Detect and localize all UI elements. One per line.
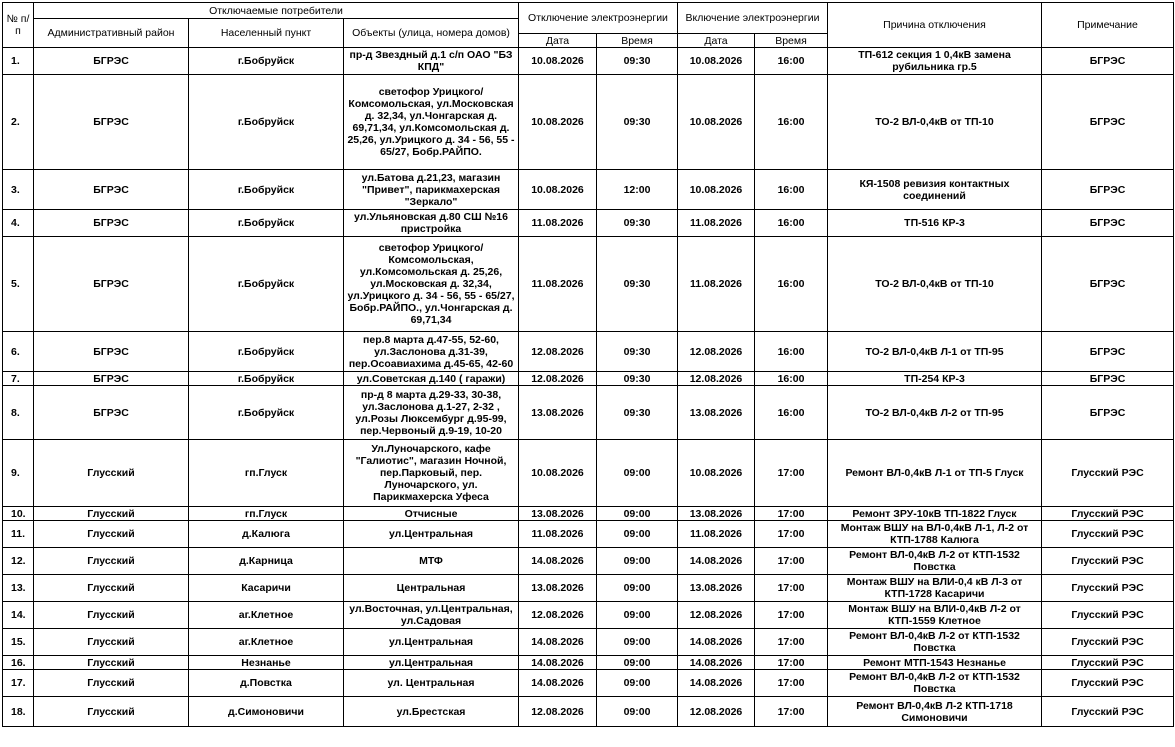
table-row [3,521,1174,548]
row-reason: Монтаж ВШУ на ВЛИ-0,4кВ Л-2 от КТП-1559 Клетное [828,602,1042,629]
row-off-date: 14.08.2026 [519,629,597,656]
row-num: 10. [3,507,34,521]
row-district: Глусский [34,602,189,629]
row-off-time: 12:00 [597,170,678,210]
header-consumers: Отключаемые потребители [34,3,519,19]
row-off-time: 09:00 [597,575,678,602]
row-reason: ТО-2 ВЛ-0,4кВ от ТП-10 [828,75,1042,170]
row-on-date: 14.08.2026 [678,670,755,697]
row-off-time: 09:30 [597,237,678,332]
table-row [3,332,1174,372]
row-num: 16. [3,656,34,670]
row-on-time: 17:00 [755,697,828,727]
row-on-date: 13.08.2026 [678,386,755,440]
row-off-date: 13.08.2026 [519,575,597,602]
row-district: Глусский [34,440,189,507]
table-row [3,75,1174,170]
row-district: БГРЭС [34,237,189,332]
row-settlement: д.Калюга [189,521,344,548]
table-row [3,656,1174,670]
row-note: Глусский РЭС [1042,670,1174,697]
row-on-time: 17:00 [755,602,828,629]
row-num: 7. [3,372,34,386]
row-on-time: 16:00 [755,237,828,332]
row-note: БГРЭС [1042,48,1174,75]
header-district: Административный район [34,19,189,48]
header-power-on: Включение электроэнергии [678,3,828,34]
row-settlement: д.Карница [189,548,344,575]
row-note: БГРЭС [1042,237,1174,332]
row-on-date: 13.08.2026 [678,575,755,602]
row-on-date: 14.08.2026 [678,548,755,575]
row-on-time: 16:00 [755,210,828,237]
row-district: БГРЭС [34,48,189,75]
row-off-time: 09:30 [597,75,678,170]
row-objects: МТФ [344,548,519,575]
row-settlement: Незнанье [189,656,344,670]
row-settlement: г.Бобруйск [189,386,344,440]
row-note: БГРЭС [1042,332,1174,372]
row-district: Глусский [34,656,189,670]
row-note: Глусский РЭС [1042,697,1174,727]
row-num: 8. [3,386,34,440]
table-row [3,386,1174,440]
row-on-date: 10.08.2026 [678,440,755,507]
row-off-date: 10.08.2026 [519,440,597,507]
row-num: 12. [3,548,34,575]
row-on-date: 10.08.2026 [678,48,755,75]
row-num: 17. [3,670,34,697]
row-note: Глусский РЭС [1042,507,1174,521]
table-body [3,48,1174,727]
row-note: Глусский РЭС [1042,656,1174,670]
row-on-time: 17:00 [755,670,828,697]
row-off-time: 09:30 [597,48,678,75]
row-on-time: 17:00 [755,629,828,656]
row-reason: ТП-516 КР-3 [828,210,1042,237]
row-num: 9. [3,440,34,507]
table-row [3,697,1174,727]
header-power-off: Отключение электроэнергии [519,3,678,34]
row-off-date: 10.08.2026 [519,48,597,75]
row-reason: ТО-2 ВЛ-0,4кВ Л-2 от ТП-95 [828,386,1042,440]
row-settlement: аг.Клетное [189,602,344,629]
row-on-time: 17:00 [755,507,828,521]
row-objects: светофор Урицкого/Комсомольская, ул.Московская д. 32,34, ул.Чонгарская д. 69,71,34, ул.Комсомольская д. 25,26, ул.Урицкого д. 34 - 56, 55 - 65/27, Бобр.РАЙПО. [344,75,519,170]
row-num: 13. [3,575,34,602]
row-district: Глусский [34,697,189,727]
row-off-time: 09:00 [597,602,678,629]
row-objects: ул.Советская д.140 ( гаражи) [344,372,519,386]
row-district: БГРЭС [34,75,189,170]
row-settlement: г.Бобруйск [189,332,344,372]
row-reason: ТП-612 секция 1 0,4кВ замена рубильника гр.5 [828,48,1042,75]
row-off-time: 09:00 [597,521,678,548]
header-settlement: Населенный пункт [189,19,344,48]
row-reason: Ремонт ВЛ-0,4кВ Л-1 от ТП-5 Глуск [828,440,1042,507]
row-off-time: 09:00 [597,440,678,507]
row-off-date: 10.08.2026 [519,75,597,170]
row-num: 4. [3,210,34,237]
row-on-time: 16:00 [755,75,828,170]
row-note: БГРЭС [1042,386,1174,440]
row-on-time: 16:00 [755,372,828,386]
table-row [3,507,1174,521]
header-objects: Объекты (улица, номера домов) [344,19,519,48]
row-note: БГРЭС [1042,372,1174,386]
row-settlement: гп.Глуск [189,507,344,521]
row-off-time: 09:30 [597,372,678,386]
header-on-time: Время [755,34,828,48]
row-objects: ул.Центральная [344,629,519,656]
row-off-date: 12.08.2026 [519,372,597,386]
row-off-date: 11.08.2026 [519,210,597,237]
row-on-date: 12.08.2026 [678,332,755,372]
row-settlement: д.Симоновичи [189,697,344,727]
row-note: БГРЭС [1042,75,1174,170]
row-on-date: 11.08.2026 [678,237,755,332]
row-district: Глусский [34,548,189,575]
row-note: БГРЭС [1042,210,1174,237]
table-row [3,210,1174,237]
row-off-time: 09:00 [597,629,678,656]
header-off-time: Время [597,34,678,48]
header-row-1 [3,3,1174,19]
row-objects: пр-д Звездный д.1 с/п ОАО "БЗ КПД" [344,48,519,75]
row-on-date: 12.08.2026 [678,602,755,629]
row-off-time: 09:00 [597,548,678,575]
row-settlement: д.Повстка [189,670,344,697]
row-objects: светофор Урицкого/Комсомольская, ул.Комсомольская д. 25,26, ул.Московская д. 32,34, ул.Урицкого д. 34 - 56, 55 - 65/27, Бобр.РАЙПО., ул.Чонгарская д. 69,71,34 [344,237,519,332]
row-district: БГРЭС [34,372,189,386]
row-num: 3. [3,170,34,210]
row-on-time: 17:00 [755,656,828,670]
row-reason: Ремонт ЗРУ-10кВ ТП-1822 Глуск [828,507,1042,521]
row-settlement: г.Бобруйск [189,237,344,332]
row-off-time: 09:30 [597,386,678,440]
row-objects: Ул.Луночарского, кафе "Галиотис", магазин Ночной, пер.Парковый, пер. Луночарского, ул. Парикмахерска Уфеса [344,440,519,507]
row-objects: пер.8 марта д.47-55, 52-60, ул.Заслонова д.31-39, пер.Осоавиахима д.45-65, 42-60 [344,332,519,372]
row-settlement: г.Бобруйск [189,210,344,237]
row-off-date: 14.08.2026 [519,670,597,697]
header-num: № п/п [3,3,34,48]
row-num: 11. [3,521,34,548]
row-off-date: 14.08.2026 [519,656,597,670]
header-reason: Причина отключения [828,3,1042,48]
row-reason: Монтаж ВШУ на ВЛИ-0,4 кВ Л-3 от КТП-1728 Касаричи [828,575,1042,602]
row-objects: ул.Центральная [344,521,519,548]
row-objects: ул.Брестская [344,697,519,727]
table-row [3,372,1174,386]
row-off-date: 11.08.2026 [519,237,597,332]
row-settlement: аг.Клетное [189,629,344,656]
row-on-date: 12.08.2026 [678,697,755,727]
row-num: 1. [3,48,34,75]
row-objects: Отчисные [344,507,519,521]
row-note: Глусский РЭС [1042,548,1174,575]
row-on-date: 11.08.2026 [678,210,755,237]
row-settlement: г.Бобруйск [189,372,344,386]
row-off-time: 09:30 [597,332,678,372]
row-on-time: 17:00 [755,521,828,548]
table-row [3,670,1174,697]
table-row [3,440,1174,507]
header-on-date: Дата [678,34,755,48]
row-objects: ул.Центральная [344,656,519,670]
row-reason: ТО-2 ВЛ-0,4кВ Л-1 от ТП-95 [828,332,1042,372]
row-reason: ТО-2 ВЛ-0,4кВ от ТП-10 [828,237,1042,332]
row-on-time: 17:00 [755,548,828,575]
row-on-time: 16:00 [755,332,828,372]
row-district: Глусский [34,507,189,521]
row-settlement: г.Бобруйск [189,75,344,170]
row-on-time: 17:00 [755,575,828,602]
row-objects: Центральная [344,575,519,602]
row-reason: ТП-254 КР-3 [828,372,1042,386]
row-num: 2. [3,75,34,170]
row-off-date: 14.08.2026 [519,548,597,575]
row-on-time: 16:00 [755,48,828,75]
row-reason: КЯ-1508 ревизия контактных соединений [828,170,1042,210]
row-off-date: 11.08.2026 [519,521,597,548]
row-note: Глусский РЭС [1042,575,1174,602]
row-on-time: 17:00 [755,440,828,507]
row-num: 18. [3,697,34,727]
table-row [3,602,1174,629]
row-reason: Монтаж ВШУ на ВЛ-0,4кВ Л-1, Л-2 от КТП-1788 Калюга [828,521,1042,548]
row-on-date: 14.08.2026 [678,629,755,656]
outage-schedule-table [2,2,1174,727]
row-on-date: 10.08.2026 [678,75,755,170]
row-on-date: 11.08.2026 [678,521,755,548]
row-on-date: 13.08.2026 [678,507,755,521]
row-off-time: 09:00 [597,670,678,697]
row-note: Глусский РЭС [1042,521,1174,548]
row-note: БГРЭС [1042,170,1174,210]
row-objects: ул. Центральная [344,670,519,697]
table-row [3,575,1174,602]
row-district: БГРЭС [34,332,189,372]
row-settlement: г.Бобруйск [189,170,344,210]
row-off-time: 09:00 [597,507,678,521]
table-row [3,48,1174,75]
table-row [3,237,1174,332]
row-settlement: гп.Глуск [189,440,344,507]
row-reason: Ремонт ВЛ-0,4кВ Л-2 от КТП-1532 Повстка [828,629,1042,656]
row-district: БГРЭС [34,386,189,440]
row-reason: Ремонт ВЛ-0,4кВ Л-2 КТП-1718 Симоновичи [828,697,1042,727]
row-on-date: 14.08.2026 [678,656,755,670]
row-reason: Ремонт ВЛ-0,4кВ Л-2 от КТП-1532 Повстка [828,548,1042,575]
row-note: Глусский РЭС [1042,629,1174,656]
row-on-time: 16:00 [755,170,828,210]
row-district: Глусский [34,670,189,697]
table-row [3,170,1174,210]
header-off-date: Дата [519,34,597,48]
row-off-date: 12.08.2026 [519,602,597,629]
row-note: Глусский РЭС [1042,602,1174,629]
row-note: Глусский РЭС [1042,440,1174,507]
row-settlement: г.Бобруйск [189,48,344,75]
table-row [3,629,1174,656]
row-district: БГРЭС [34,170,189,210]
row-district: Глусский [34,521,189,548]
row-off-time: 09:00 [597,656,678,670]
row-objects: ул.Восточная, ул.Центральная, ул.Садовая [344,602,519,629]
row-off-date: 13.08.2026 [519,507,597,521]
row-off-time: 09:00 [597,697,678,727]
row-num: 14. [3,602,34,629]
row-off-date: 12.08.2026 [519,332,597,372]
row-objects: ул.Батова д.21,23, магазин "Привет", парикмахерская "Зеркало" [344,170,519,210]
row-settlement: Касаричи [189,575,344,602]
row-objects: пр-д 8 марта д.29-33, 30-38, ул.Заслонова д.1-27, 2-32 , ул.Розы Люксембург д.95-99, пер.Червоный д.9-19, 10-20 [344,386,519,440]
row-on-date: 12.08.2026 [678,372,755,386]
row-district: Глусский [34,575,189,602]
row-on-time: 16:00 [755,386,828,440]
row-district: Глусский [34,629,189,656]
table-row [3,548,1174,575]
row-reason: Ремонт МТП-1543 Незнанье [828,656,1042,670]
row-on-date: 10.08.2026 [678,170,755,210]
row-district: БГРЭС [34,210,189,237]
row-off-date: 10.08.2026 [519,170,597,210]
row-off-date: 12.08.2026 [519,697,597,727]
row-num: 5. [3,237,34,332]
row-objects: ул.Ульяновская д.80 СШ №16 пристройка [344,210,519,237]
row-num: 15. [3,629,34,656]
row-off-time: 09:30 [597,210,678,237]
row-num: 6. [3,332,34,372]
header-note: Примечание [1042,3,1174,48]
row-off-date: 13.08.2026 [519,386,597,440]
row-reason: Ремонт ВЛ-0,4кВ Л-2 от КТП-1532 Повстка [828,670,1042,697]
